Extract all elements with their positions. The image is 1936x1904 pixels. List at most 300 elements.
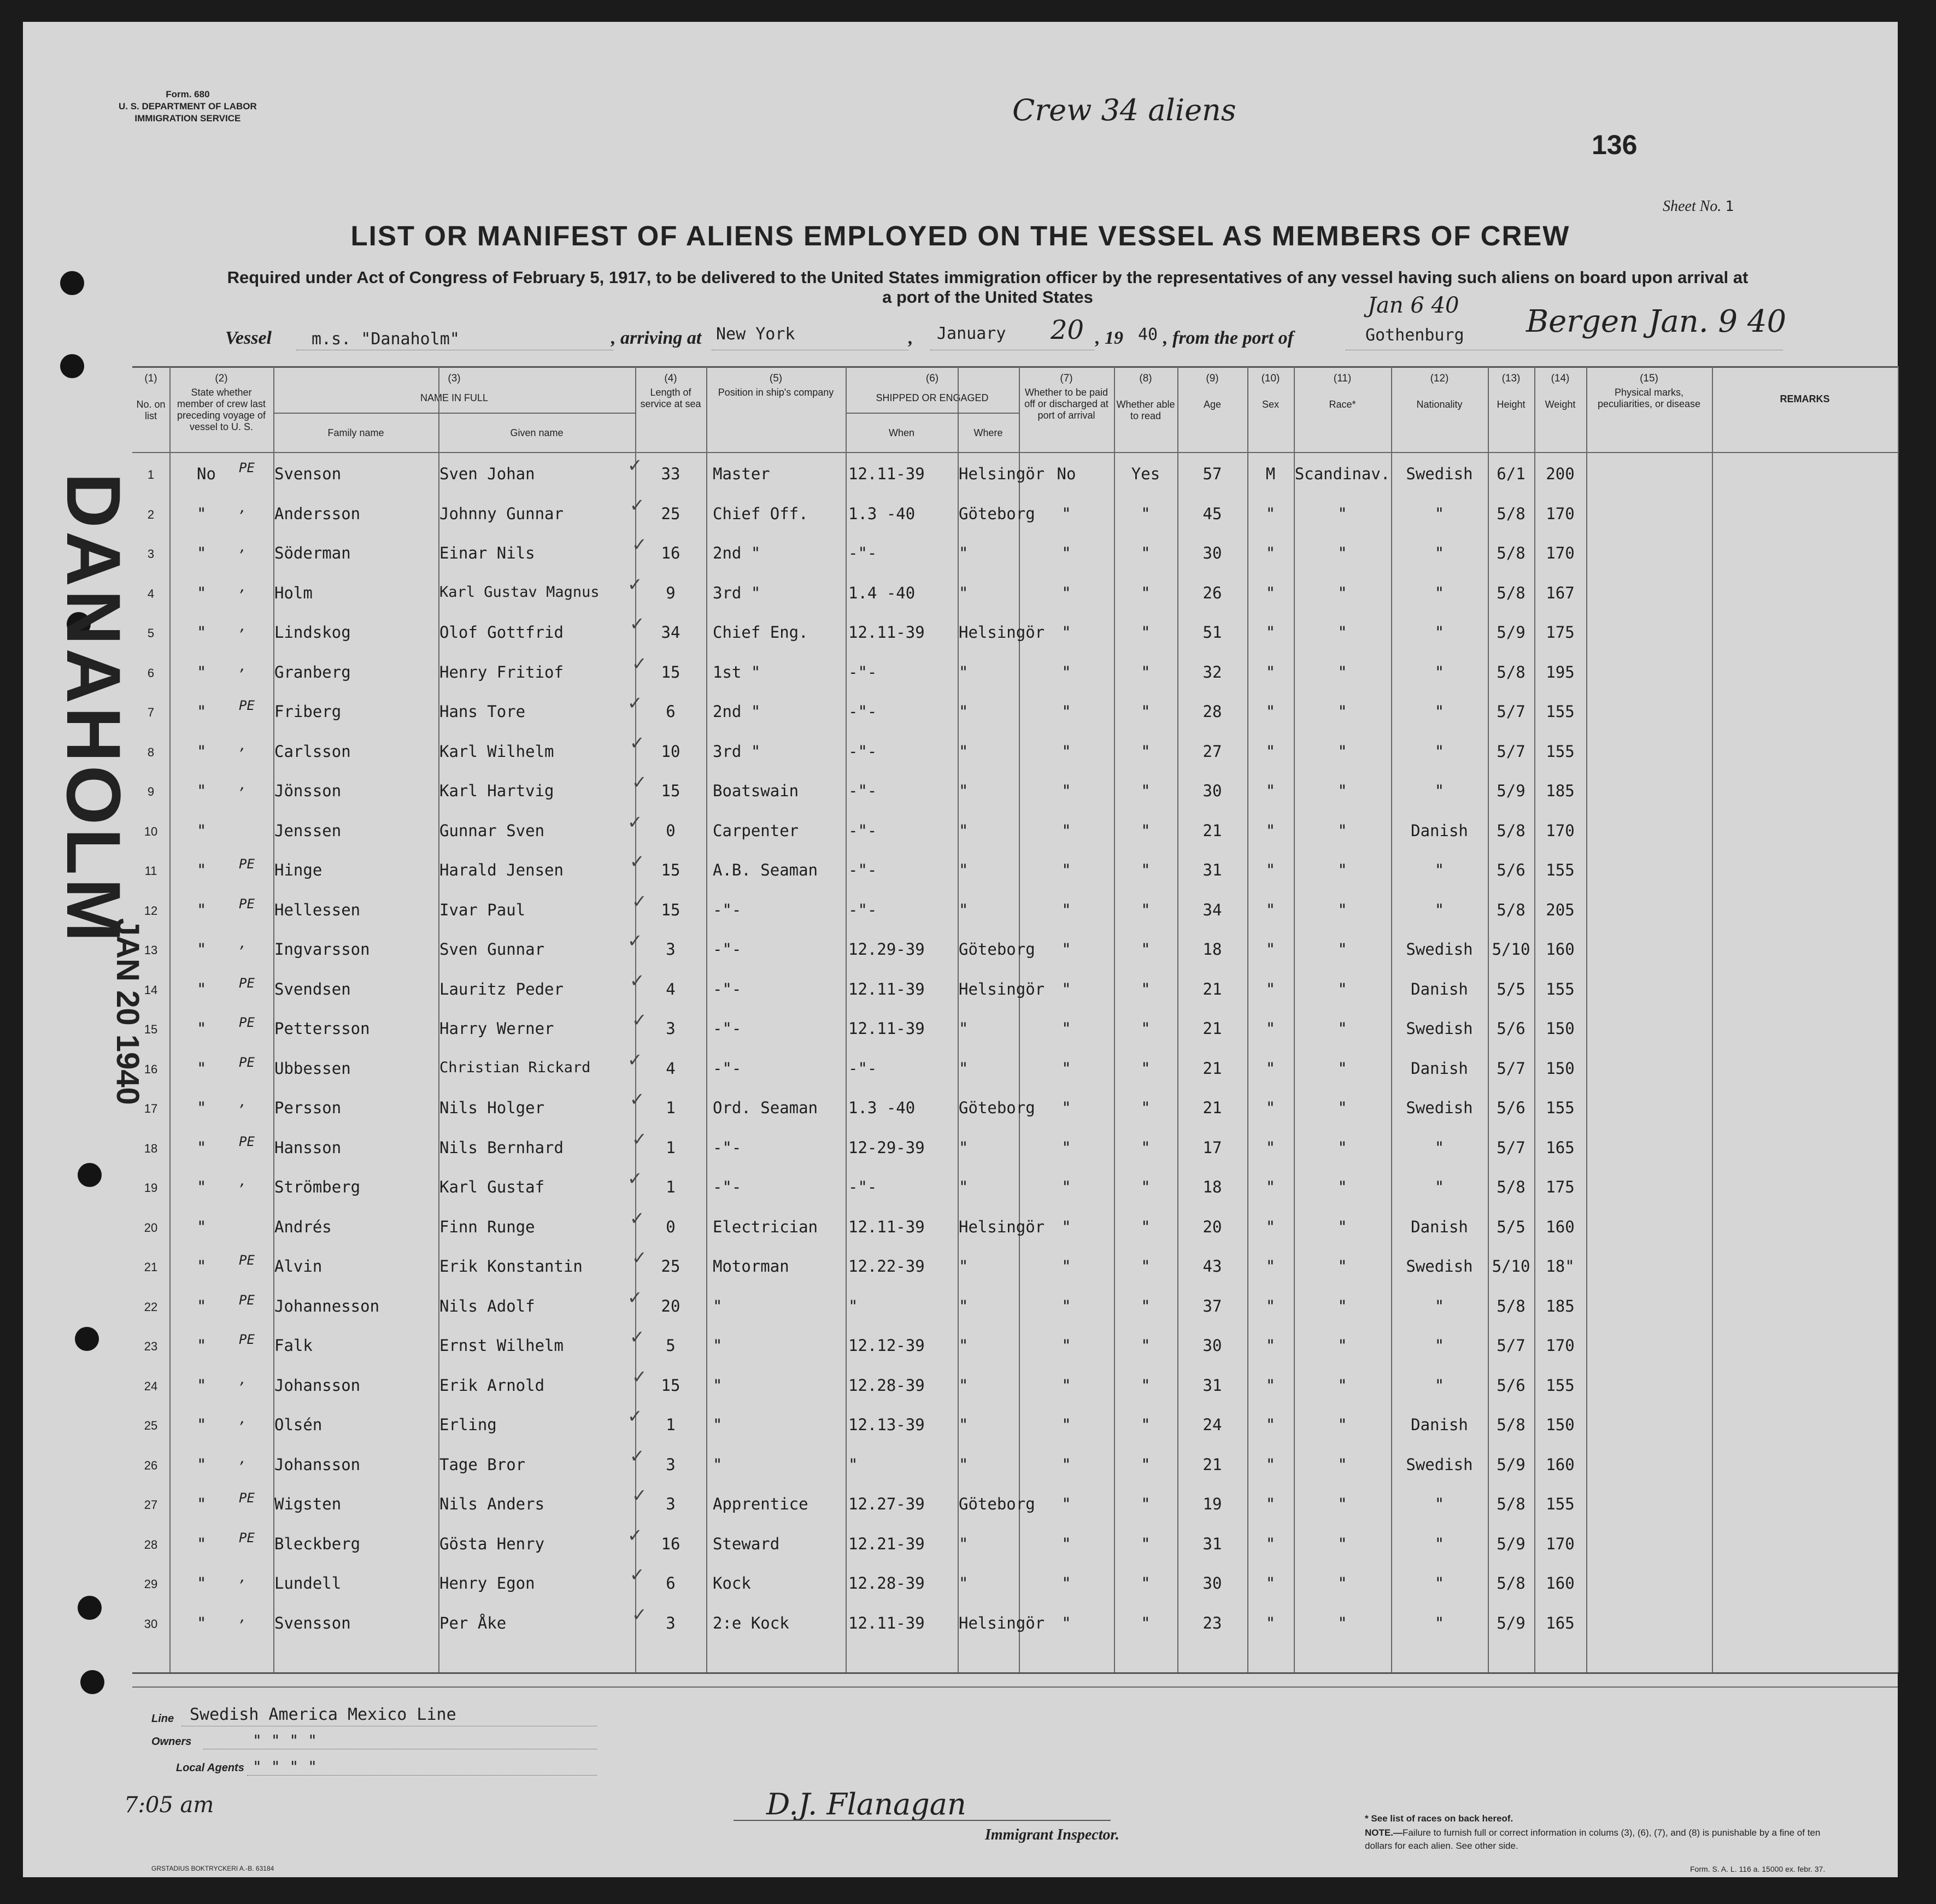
table-cell: ": [1061, 1217, 1071, 1236]
table-cell: 27: [1202, 742, 1222, 761]
column-number: (7): [1060, 373, 1073, 384]
page-number: 136: [1592, 130, 1638, 160]
table-cell: ": [197, 583, 207, 602]
table-cell: ": [1141, 1059, 1151, 1078]
table-cell: ": [1337, 1257, 1347, 1276]
check-mark-icon: ✓: [629, 809, 641, 833]
table-cell: 30: [1202, 1574, 1222, 1592]
table-cell: 15: [661, 1376, 680, 1395]
table-cell: 175: [1546, 623, 1575, 642]
table-cell: 45: [1202, 504, 1222, 523]
table-cell: 4: [666, 1059, 676, 1078]
table-cell: 3: [666, 1455, 676, 1474]
table-cell: 37: [1202, 1296, 1222, 1315]
inspector-signature: D.J. Flanagan: [766, 1787, 966, 1821]
table-cell: ": [959, 544, 969, 562]
table-cell: Jönsson: [274, 781, 342, 800]
table-cell: No: [197, 465, 216, 483]
table-cell: 1.3 -40: [848, 504, 916, 523]
table-cell: 15: [661, 900, 680, 919]
table-cell: ": [197, 979, 207, 998]
table-cell: PE: [239, 1015, 255, 1030]
table-cell: ,: [239, 777, 247, 792]
column-number: (1): [144, 373, 157, 384]
table-cell: 10: [144, 824, 158, 838]
table-cell: 5/7: [1497, 702, 1526, 721]
table-cell: Scandinav.: [1294, 465, 1391, 483]
table-cell: 21: [1202, 1019, 1222, 1038]
table-cell: ": [713, 1296, 723, 1315]
table-cell: ": [1061, 1257, 1071, 1276]
table-cell: Svenson: [274, 465, 342, 483]
table-cell: Johnny Gunnar: [439, 504, 564, 523]
table-cell: 10: [661, 742, 680, 761]
table-cell: -"-: [713, 900, 742, 919]
table-cell: Swedish: [1406, 1455, 1473, 1474]
table-cell: ": [1337, 1138, 1347, 1157]
table-cell: ": [1061, 861, 1071, 879]
table-cell: 155: [1546, 702, 1575, 721]
races-note: * See list of races on back hereof.: [1365, 1813, 1513, 1824]
table-cell: 6/1: [1497, 465, 1526, 483]
check-mark-icon: ✓: [631, 1324, 643, 1348]
table-cell: ": [1434, 1495, 1445, 1513]
table-cell: 155: [1546, 861, 1575, 879]
table-cell: 43: [1202, 1257, 1222, 1276]
table-cell: Carpenter: [713, 821, 799, 840]
table-cell: ": [1337, 1059, 1347, 1078]
table-cell: 5/9: [1497, 1534, 1526, 1553]
column-number: (12): [1430, 373, 1449, 384]
table-cell: ": [197, 742, 207, 761]
table-cell: 24: [144, 1379, 158, 1393]
table-cell: ": [197, 1019, 207, 1038]
table-cell: ": [197, 1534, 207, 1553]
table-cell: ": [1434, 1296, 1445, 1315]
table-cell: 12.13-39: [848, 1415, 925, 1434]
table-cell: Söderman: [274, 544, 351, 562]
table-cell: 30: [1202, 781, 1222, 800]
table-cell: ": [959, 1574, 969, 1592]
table-cell: ": [197, 781, 207, 800]
table-cell: ": [1434, 1574, 1445, 1592]
column-header: Physical marks, peculiarities, or disease: [1597, 387, 1701, 409]
table-cell: 9: [666, 583, 676, 602]
table-cell: Andrés: [274, 1217, 332, 1236]
table-cell: PE: [239, 1054, 255, 1070]
table-cell: 16: [144, 1062, 158, 1076]
table-cell: ": [959, 781, 969, 800]
table-cell: ": [197, 702, 207, 721]
table-cell: ": [1061, 1613, 1071, 1632]
table-cell: ": [197, 1455, 207, 1474]
table-cell: -"-: [848, 781, 877, 800]
table-cell: ": [1141, 979, 1151, 998]
table-cell: PE: [239, 1133, 255, 1149]
table-cell: ": [1265, 900, 1276, 919]
table-cell: Nils Adolf: [439, 1296, 535, 1315]
table-cell: ": [1265, 1376, 1276, 1395]
table-cell: Erik Arnold: [439, 1376, 545, 1395]
table-cell: Master: [713, 465, 770, 483]
agents-value: " " " ": [253, 1758, 318, 1776]
punch-hole: [80, 1670, 104, 1694]
table-cell: ": [1434, 900, 1445, 919]
table-cell: ": [1141, 1415, 1151, 1434]
table-cell: 16: [661, 544, 680, 562]
table-cell: ,: [239, 1371, 247, 1387]
table-cell: ": [959, 1257, 969, 1276]
table-cell: 23: [144, 1339, 158, 1353]
table-cell: ": [1434, 1138, 1445, 1157]
table-cell: Christian Rickard: [439, 1059, 591, 1076]
table-cell: 3: [147, 547, 155, 561]
column-header: Sex: [1262, 399, 1280, 410]
table-cell: 17: [1202, 1138, 1222, 1157]
table-cell: ": [1434, 702, 1445, 721]
table-cell: 12.28-39: [848, 1376, 925, 1395]
table-cell: -"-: [848, 1178, 877, 1196]
note-text: Failure to furnish full or correct information in colums (3), (6), (7), and (8) is punishable by a fine of ten dollars for each alien. See other side.: [1365, 1827, 1821, 1851]
table-cell: ": [1141, 1613, 1151, 1632]
table-cell: -"-: [713, 1178, 742, 1196]
table-cell: ": [1434, 662, 1445, 681]
table-cell: ": [959, 900, 969, 919]
table-cell: 33: [661, 465, 680, 483]
table-cell: ": [1061, 583, 1071, 602]
table-cell: 5/8: [1497, 544, 1526, 562]
table-cell: ": [1141, 1138, 1151, 1157]
table-cell: 2:e Kock: [713, 1613, 789, 1632]
table-cell: ": [1434, 544, 1445, 562]
table-cell: ": [1265, 1257, 1276, 1276]
column-header: SHIPPED OR ENGAGED: [876, 392, 989, 403]
table-cell: ": [1141, 861, 1151, 879]
table-cell: 1: [666, 1415, 676, 1434]
column-number: (10): [1261, 373, 1280, 384]
table-cell: ": [1061, 781, 1071, 800]
check-mark-icon: ✓: [629, 1166, 641, 1190]
table-cell: ": [197, 1257, 207, 1276]
table-cell: 5/5: [1497, 1217, 1526, 1236]
table-cell: PE: [239, 460, 255, 475]
table-cell: Sven Gunnar: [439, 940, 545, 959]
table-cell: ": [197, 821, 207, 840]
table-cell: ,: [239, 579, 247, 595]
table-cell: 155: [1546, 742, 1575, 761]
port-value: Gothenburg: [1365, 326, 1464, 345]
table-cell: ": [1337, 1296, 1347, 1315]
table-cell: 5: [147, 626, 155, 640]
table-cell: ": [197, 1613, 207, 1632]
table-cell: ": [1141, 1098, 1151, 1117]
check-mark-icon: ✓: [629, 1522, 641, 1547]
column-number: (9): [1206, 373, 1219, 384]
table-cell: 5/6: [1497, 861, 1526, 879]
check-mark-icon: ✓: [631, 1086, 643, 1110]
table-cell: Holm: [274, 583, 313, 602]
table-cell: 15: [144, 1022, 158, 1036]
table-cell: ": [1265, 583, 1276, 602]
table-cell: ,: [239, 1411, 247, 1426]
table-cell: 5/10: [1492, 940, 1530, 959]
table-cell: Göteborg: [959, 940, 1035, 959]
table-cell: 1.3 -40: [848, 1098, 916, 1117]
table-cell: ": [1337, 1455, 1347, 1474]
table-cell: Ivar Paul: [439, 900, 526, 919]
table-cell: -"-: [848, 544, 877, 562]
sheet-label: Sheet No.: [1663, 198, 1722, 215]
table-cell: ": [1337, 861, 1347, 879]
table-cell: 5/8: [1497, 900, 1526, 919]
table-cell: Olof Gottfrid: [439, 623, 564, 642]
table-cell: ": [1061, 1138, 1071, 1157]
table-cell: 5/9: [1497, 1455, 1526, 1474]
table-cell: 6: [666, 702, 676, 721]
table-cell: Jenssen: [274, 821, 342, 840]
table-cell: 150: [1546, 1415, 1575, 1434]
table-cell: -"-: [848, 861, 877, 879]
table-cell: ": [1265, 1415, 1276, 1434]
table-cell: 195: [1546, 662, 1575, 681]
table-cell: Svensson: [274, 1613, 351, 1632]
table-cell: 17: [144, 1102, 158, 1115]
table-cell: ": [197, 623, 207, 642]
table-cell: Swedish: [1406, 1098, 1473, 1117]
table-cell: ": [1265, 1217, 1276, 1236]
table-cell: ": [1141, 821, 1151, 840]
table-cell: ": [959, 1376, 969, 1395]
table-cell: 31: [1202, 861, 1222, 879]
table-cell: ": [1337, 979, 1347, 998]
table-cell: ": [197, 1574, 207, 1592]
table-cell: ,: [239, 737, 247, 753]
table-cell: 3: [666, 940, 676, 959]
stamp-date: JAN 20 1940: [110, 918, 145, 1105]
service-name: IMMIGRATION SERVICE: [134, 113, 241, 124]
table-cell: Danish: [1411, 1415, 1468, 1434]
column-number: (11): [1333, 373, 1352, 384]
table-cell: ,: [239, 658, 247, 674]
table-cell: Carlsson: [274, 742, 351, 761]
agents-label: Local Agents: [176, 1762, 244, 1774]
table-cell: ": [1337, 702, 1347, 721]
table-cell: Helsingör: [959, 1613, 1045, 1632]
table-cell: Helsingör: [959, 465, 1045, 483]
table-cell: ": [1141, 583, 1151, 602]
table-cell: -"-: [848, 702, 877, 721]
table-cell: 30: [144, 1617, 158, 1631]
table-cell: 19: [144, 1181, 158, 1195]
table-cell: 25: [144, 1419, 158, 1432]
table-cell: ": [1061, 1534, 1071, 1553]
table-cell: ,: [239, 1094, 247, 1109]
table-cell: PE: [239, 1332, 255, 1347]
table-cell: ": [197, 1376, 207, 1395]
table-cell: ": [1337, 504, 1347, 523]
table-cell: 1: [147, 468, 155, 481]
table-cell: ": [1337, 781, 1347, 800]
table-cell: 0: [666, 1217, 676, 1236]
sheet-value: 1: [1725, 198, 1734, 215]
page-subtitle: Required under Act of Congress of February 5, 1917, to be delivered to the United States immigration officer by the representatives of any vessel having such aliens on board upon arrival at a port of the United States: [227, 268, 1749, 307]
table-cell: 12: [144, 903, 158, 918]
table-cell: Svendsen: [274, 979, 351, 998]
table-cell: Chief Off.: [713, 504, 808, 523]
table-cell: 12-29-39: [848, 1138, 925, 1157]
table-cell: 175: [1546, 1178, 1575, 1196]
table-cell: -"-: [848, 900, 877, 919]
table-cell: Finn Runge: [439, 1217, 535, 1236]
table-cell: 30: [1202, 1336, 1222, 1355]
table-cell: ": [1061, 742, 1071, 761]
table-cell: 155: [1546, 979, 1575, 998]
table-cell: ": [1061, 1415, 1071, 1434]
table-cell: Nils Holger: [439, 1098, 545, 1117]
table-cell: 165: [1546, 1138, 1575, 1157]
table-cell: 20: [661, 1296, 680, 1315]
table-cell: ": [1061, 979, 1071, 998]
table-cell: 170: [1546, 1336, 1575, 1355]
table-cell: Motorman: [713, 1257, 789, 1276]
table-cell: 9: [147, 785, 155, 798]
check-mark-icon: ✓: [633, 650, 646, 675]
table-cell: Lundell: [274, 1574, 342, 1592]
table-cell: 15: [661, 662, 680, 681]
table-cell: 29: [144, 1577, 158, 1591]
table-cell: ,: [239, 1450, 247, 1466]
table-cell: ": [1141, 662, 1151, 681]
table-cell: ": [1337, 1178, 1347, 1196]
column-number: (4): [664, 373, 677, 384]
table-cell: 22: [144, 1300, 158, 1314]
table-cell: 5/8: [1497, 1574, 1526, 1592]
table-cell: Persson: [274, 1098, 342, 1117]
table-cell: Swedish: [1406, 465, 1473, 483]
table-cell: 2nd ": [713, 544, 761, 562]
table-cell: ": [1061, 1098, 1071, 1117]
table-cell: 4: [666, 979, 676, 998]
table-cell: Göteborg: [959, 504, 1035, 523]
table-cell: ": [197, 1336, 207, 1355]
line-value: Swedish America Mexico Line: [190, 1705, 456, 1724]
line-label: Line: [151, 1713, 174, 1725]
table-cell: 28: [144, 1537, 158, 1552]
table-cell: 18: [1202, 940, 1222, 959]
check-mark-icon: ✓: [633, 1483, 646, 1507]
owners-label: Owners: [151, 1736, 192, 1748]
column-number: (14): [1551, 373, 1570, 384]
table-cell: PE: [239, 1253, 255, 1268]
inspector-label: Immigrant Inspector.: [985, 1826, 1119, 1843]
table-cell: 6: [666, 1574, 676, 1592]
table-cell: Harry Werner: [439, 1019, 554, 1038]
table-cell: ": [1141, 781, 1151, 800]
check-mark-icon: ✓: [629, 453, 641, 477]
table-cell: ": [1265, 1495, 1276, 1513]
table-cell: ": [848, 1296, 858, 1315]
table-cell: PE: [239, 1530, 255, 1545]
table-cell: ": [1141, 623, 1151, 642]
table-cell: ": [197, 1296, 207, 1315]
table-cell: PE: [239, 856, 255, 872]
table-cell: Harald Jensen: [439, 861, 564, 879]
table-cell: 200: [1546, 465, 1575, 483]
table-cell: 160: [1546, 1455, 1575, 1474]
check-mark-icon: ✓: [633, 1601, 646, 1626]
table-cell: 1: [666, 1138, 676, 1157]
table-cell: Steward: [713, 1534, 780, 1553]
time-note: 7:05 am: [124, 1793, 214, 1818]
table-cell: ": [1265, 504, 1276, 523]
table-cell: ": [713, 1415, 723, 1434]
table-cell: Pettersson: [274, 1019, 370, 1038]
table-cell: Ubbessen: [274, 1059, 351, 1078]
check-mark-icon: ✓: [633, 1245, 646, 1269]
table-cell: ": [1337, 1534, 1347, 1553]
fine-note: [1365, 1826, 1846, 1853]
table-cell: 5/8: [1497, 504, 1526, 523]
table-cell: ": [1141, 742, 1151, 761]
table-cell: ": [959, 1138, 969, 1157]
table-cell: 21: [1202, 1098, 1222, 1117]
table-cell: 5/8: [1497, 821, 1526, 840]
check-mark-icon: ✓: [631, 611, 643, 635]
table-cell: ": [1337, 544, 1347, 562]
table-cell: ,: [239, 1173, 247, 1189]
table-cell: 3: [666, 1019, 676, 1038]
table-cell: 5/8: [1497, 662, 1526, 681]
table-cell: Nils Anders: [439, 1495, 545, 1513]
table-cell: ": [1337, 1574, 1347, 1592]
table-cell: ": [197, 1217, 207, 1236]
table-cell: 150: [1546, 1059, 1575, 1078]
table-cell: Per Åke: [439, 1613, 507, 1632]
table-cell: Johannesson: [274, 1296, 380, 1315]
table-cell: Johansson: [274, 1455, 361, 1474]
table-cell: ": [1265, 544, 1276, 562]
table-cell: ": [1265, 662, 1276, 681]
table-cell: Nils Bernhard: [439, 1138, 564, 1157]
table-cell: ": [959, 583, 969, 602]
table-cell: 185: [1546, 781, 1575, 800]
table-cell: Chief Eng.: [713, 623, 808, 642]
check-mark-icon: ✓: [629, 571, 641, 596]
table-cell: ": [1141, 1534, 1151, 1553]
table-cell: ": [959, 1336, 969, 1355]
year-value: 40: [1138, 325, 1158, 344]
check-mark-icon: ✓: [633, 769, 646, 794]
check-mark-icon: ✓: [629, 928, 641, 952]
table-cell: 12.21-39: [848, 1534, 925, 1553]
column-number: (15): [1640, 373, 1658, 384]
table-cell: 24: [1202, 1415, 1222, 1434]
table-cell: ": [1141, 1257, 1151, 1276]
table-cell: Gösta Henry: [439, 1534, 545, 1553]
day-value: 20: [1051, 315, 1084, 345]
table-cell: No: [1057, 465, 1076, 483]
table-cell: -"-: [713, 1019, 742, 1038]
table-cell: ": [959, 1296, 969, 1315]
table-cell: Alvin: [274, 1257, 322, 1276]
column-header: NAME IN FULL: [420, 392, 489, 403]
table-cell: 34: [1202, 900, 1222, 919]
table-cell: Olsén: [274, 1415, 322, 1434]
table-cell: Erling: [439, 1415, 497, 1434]
table-cell: ": [1265, 742, 1276, 761]
table-cell: 5/9: [1497, 781, 1526, 800]
table-cell: 34: [661, 623, 680, 642]
